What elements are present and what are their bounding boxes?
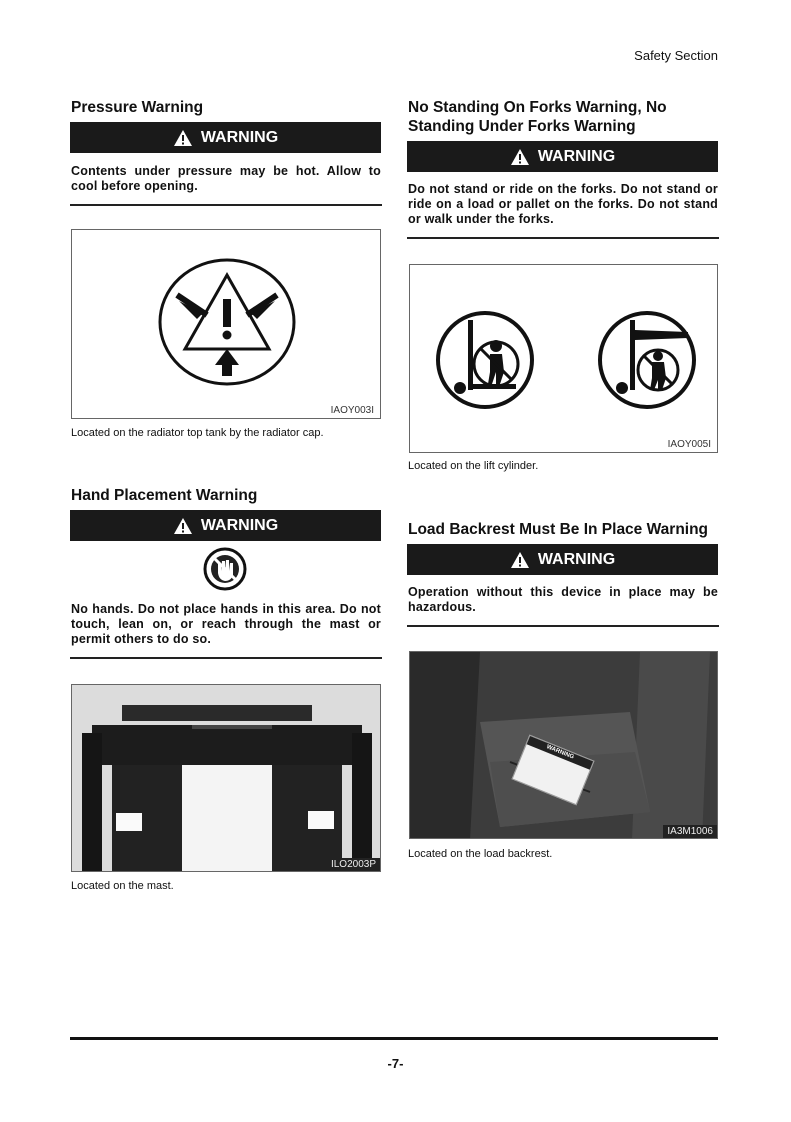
warning-triangle-icon (173, 129, 193, 147)
hand-warning-bar (70, 510, 381, 541)
pressure-warning-label: WARNING (200, 128, 279, 146)
pressure-caption: Located on the radiator top tank by the radiator cap. (71, 427, 324, 439)
backrest-divider (407, 625, 719, 627)
no-standing-on-forks-icon (432, 310, 538, 410)
forks-image-code: IAOY005I (667, 439, 711, 450)
pressure-divider (70, 204, 382, 206)
mast-photo (71, 684, 381, 872)
page-number: -7- (387, 1056, 404, 1071)
forks-figure (409, 264, 718, 453)
forks-caption: Located on the lift cylinder. (408, 460, 539, 472)
decal-header: WARNING (527, 736, 593, 770)
warning-triangle-icon (510, 148, 530, 166)
backrest-image-code: IA3M1006 (663, 825, 717, 838)
pressure-text: Contents under pressure may be hot. Allow to cool before opening. (71, 164, 381, 193)
pressure-title: Pressure Warning (71, 99, 204, 116)
section-header: Safety Section (634, 48, 718, 63)
backrest-illustration (410, 652, 718, 839)
forks-warning-label: WARNING (537, 147, 616, 165)
no-hands-icon (203, 547, 247, 591)
backrest-caption: Located on the load backrest. (408, 848, 553, 860)
backrest-title: Load Backrest Must Be In Place Warning (408, 521, 709, 538)
forks-divider (407, 237, 719, 239)
warning-triangle-icon (510, 551, 530, 569)
pressure-image-code: IAOY003I (330, 405, 374, 416)
forks-title: No Standing On Forks Warning, No Standing Under Forks Warning (408, 99, 667, 135)
forks-text: Do not stand or ride on the forks. Do not stand or ride on a load or pallet on the forks. Do not stand or walk under the forks. (408, 182, 718, 226)
backrest-warning-label: WARNING (537, 550, 616, 568)
backrest-photo (409, 651, 718, 839)
pressure-figure (71, 229, 381, 419)
hand-caption: Located on the mast. (71, 880, 174, 892)
pressure-warning-bar (70, 122, 381, 153)
mast-image-code: ILO2003P (327, 858, 380, 871)
hand-text: No hands. Do not place hands in this area. Do not touch, lean on, or reach through the mast or permit others to do so. (71, 602, 381, 646)
hand-title: Hand Placement Warning (71, 487, 258, 504)
backrest-warning-bar (407, 544, 718, 575)
pressure-symbol-icon (157, 257, 297, 387)
footer-rule (70, 1037, 718, 1040)
mast-illustration (72, 685, 381, 872)
hand-warning-label: WARNING (200, 516, 279, 534)
forks-warning-bar (407, 141, 718, 172)
warning-triangle-icon (173, 517, 193, 535)
backrest-text: Operation without this device in place may be hazardous. (408, 585, 718, 614)
no-standing-under-forks-icon (594, 310, 700, 410)
hand-divider (70, 657, 382, 659)
